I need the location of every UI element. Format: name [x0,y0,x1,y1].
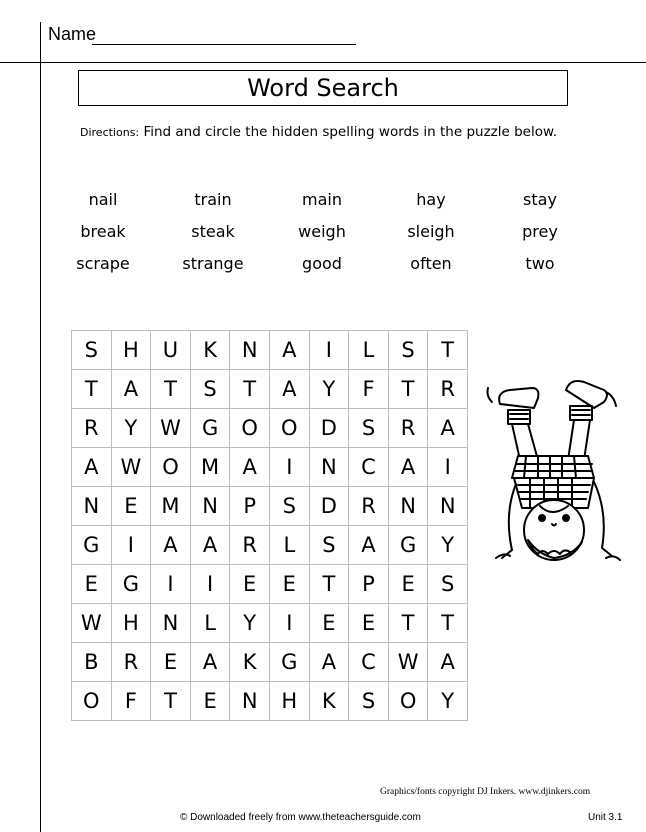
grid-cell[interactable]: A [191,643,231,682]
grid-cell[interactable]: I [428,448,468,487]
grid-cell[interactable]: E [151,643,191,682]
grid-cell[interactable]: A [191,526,231,565]
grid-cell[interactable]: G [112,565,152,604]
grid-cell[interactable]: N [310,448,350,487]
directions-text: Find and circle the hidden spelling words in the puzzle below. [143,124,558,140]
spelling-word: often [410,254,452,273]
spelling-word: sleigh [407,222,455,241]
spelling-word: steak [191,222,235,241]
grid-cell[interactable]: F [112,682,152,721]
grid-cell[interactable]: O [230,409,270,448]
grid-cell[interactable]: S [349,682,389,721]
grid-cell[interactable]: R [428,370,468,409]
grid-cell[interactable]: Y [112,409,152,448]
grid-cell[interactable]: S [270,487,310,526]
grid-cell[interactable]: N [389,487,429,526]
header-divider [0,62,646,63]
grid-cell[interactable]: T [151,682,191,721]
grid-cell[interactable]: G [191,409,231,448]
grid-cell[interactable]: G [270,643,310,682]
spelling-word: prey [522,222,558,241]
grid-cell[interactable]: K [230,643,270,682]
spelling-word: train [194,190,232,209]
grid-cell[interactable]: K [191,331,231,370]
grid-cell[interactable]: Y [428,682,468,721]
grid-cell[interactable]: S [191,370,231,409]
directions [80,124,600,140]
grid-cell[interactable]: W [112,448,152,487]
grid-cell[interactable]: A [270,331,310,370]
grid-cell[interactable]: I [191,565,231,604]
grid-cell[interactable]: O [72,682,112,721]
grid-cell[interactable]: L [270,526,310,565]
grid-cell[interactable]: G [72,526,112,565]
grid-cell[interactable]: E [72,565,112,604]
spelling-word: main [302,190,342,209]
grid-cell[interactable]: N [151,604,191,643]
grid-cell[interactable]: R [389,409,429,448]
grid-cell[interactable]: E [230,565,270,604]
grid-cell[interactable]: O [389,682,429,721]
grid-cell[interactable]: W [389,643,429,682]
grid-cell[interactable]: E [310,604,350,643]
grid-cell[interactable]: N [230,331,270,370]
grid-cell[interactable]: M [151,487,191,526]
word-search-grid [71,330,468,721]
grid-cell[interactable]: I [270,604,310,643]
grid-cell[interactable]: H [270,682,310,721]
grid-cell[interactable]: A [349,526,389,565]
grid-cell[interactable]: H [112,331,152,370]
spelling-word: strange [182,254,244,273]
grid-cell[interactable]: T [151,370,191,409]
margin-line [40,22,41,832]
grid-cell[interactable]: I [112,526,152,565]
grid-cell[interactable]: P [230,487,270,526]
grid-cell[interactable]: N [428,487,468,526]
grid-cell[interactable]: R [112,643,152,682]
grid-cell[interactable]: D [310,487,350,526]
grid-cell[interactable]: A [310,643,350,682]
grid-cell[interactable]: F [349,370,389,409]
grid-cell[interactable]: N [230,682,270,721]
grid-cell[interactable]: A [112,370,152,409]
grid-cell[interactable]: A [270,370,310,409]
grid-cell[interactable]: C [349,643,389,682]
grid-cell[interactable]: E [112,487,152,526]
directions-label: Directions: [80,126,140,139]
grid-cell[interactable]: A [72,448,112,487]
grid-cell[interactable]: C [349,448,389,487]
grid-cell[interactable]: O [270,409,310,448]
grid-cell[interactable]: L [191,604,231,643]
grid-cell[interactable]: A [230,448,270,487]
name-blank-line[interactable] [92,44,356,45]
spelling-word: weigh [298,222,346,241]
grid-cell[interactable]: W [151,409,191,448]
grid-cell[interactable]: I [151,565,191,604]
grid-cell[interactable]: E [191,682,231,721]
grid-cell[interactable]: T [389,370,429,409]
footer-text: © Downloaded freely from www.theteachersguide.com [180,812,421,823]
worksheet-title: Word Search [78,70,568,106]
grid-cell[interactable]: T [72,370,112,409]
spelling-word: nail [88,190,118,209]
grid-cell[interactable]: R [349,487,389,526]
grid-cell[interactable]: P [349,565,389,604]
grid-cell[interactable]: S [310,526,350,565]
grid-cell[interactable]: L [349,331,389,370]
grid-cell[interactable]: R [230,526,270,565]
grid-cell[interactable]: O [151,448,191,487]
spelling-word: hay [416,190,446,209]
grid-cell[interactable]: G [389,526,429,565]
grid-cell[interactable]: I [270,448,310,487]
grid-cell[interactable]: S [428,565,468,604]
grid-cell[interactable]: A [389,448,429,487]
grid-cell[interactable]: T [230,370,270,409]
grid-cell[interactable]: E [270,565,310,604]
spelling-word: two [525,254,555,273]
grid-cell[interactable]: N [191,487,231,526]
copyright-credit: Graphics/fonts copyright DJ Inkers. www.djinkers.com [380,787,591,797]
grid-cell[interactable]: Y [310,370,350,409]
grid-cell[interactable]: M [191,448,231,487]
grid-cell[interactable]: Y [428,526,468,565]
grid-cell[interactable]: T [389,604,429,643]
grid-cell[interactable]: U [151,331,191,370]
grid-cell[interactable]: T [428,604,468,643]
spelling-word: break [80,222,126,241]
grid-cell[interactable]: W [72,604,112,643]
grid-cell[interactable]: B [72,643,112,682]
grid-cell[interactable]: S [389,331,429,370]
grid-cell[interactable]: R [72,409,112,448]
grid-cell[interactable]: A [428,643,468,682]
grid-cell[interactable]: E [389,565,429,604]
grid-cell[interactable]: Y [230,604,270,643]
grid-cell[interactable]: I [310,331,350,370]
grid-cell[interactable]: S [72,331,112,370]
grid-cell[interactable]: A [428,409,468,448]
grid-cell[interactable]: H [112,604,152,643]
handstand-boy-icon [478,372,628,582]
grid-cell[interactable]: T [310,565,350,604]
grid-cell[interactable]: N [72,487,112,526]
spelling-word: good [302,254,342,273]
spelling-word: stay [523,190,557,209]
name-label: Name [48,24,97,44]
grid-cell[interactable]: K [310,682,350,721]
spelling-word: scrape [76,254,130,273]
grid-cell[interactable]: D [310,409,350,448]
grid-cell[interactable]: T [428,331,468,370]
grid-cell[interactable]: A [151,526,191,565]
grid-cell[interactable]: S [349,409,389,448]
unit-label: Unit 3.1 [588,812,623,823]
grid-cell[interactable]: E [349,604,389,643]
